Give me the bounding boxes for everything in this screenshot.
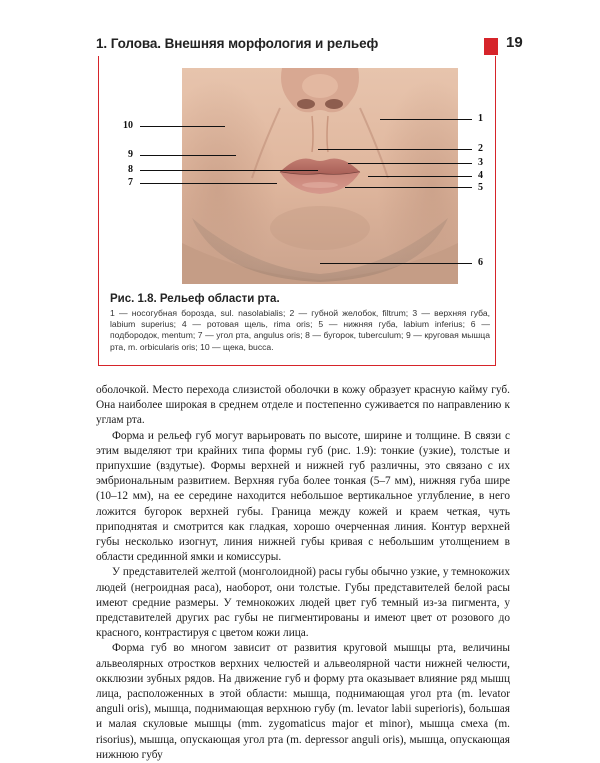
leader-line-10: [140, 126, 225, 127]
chapter-title: 1. Голова. Внешняя морфология и рельеф: [96, 36, 379, 51]
caption-text: 1 — носогубная борозда, sul. nasolabialis; 2 — губной желобок, filtrum; 3 — верхняя губа, labium superius; 4 — ротовая щель, rima oris; 5 — нижняя губа, labium inferius; 6 — подбородок, mentum; 7 — угол рта, angulus oris; 8 — бугорок, tuberculum; 9 — круговая мышца рта, m. orbicularis oris; 10 — щека, bucca.: [110, 308, 490, 352]
paragraph: У представителей желтой (монголоидной) расы губы обычно узкие, у темнокожих людей (негроидная раса), наоборот, они толстые. Губы представителей белой расы имеют средние размеры. У темнокожих людей цвет губ темный из-за пигмента, у представителей других рас губы не пигментированы и имеют цвет от розового до красного, контрастируя с цветом кожи лица.: [96, 566, 510, 640]
leader-line-9: [140, 155, 236, 156]
label-8: 8: [128, 164, 133, 175]
body-text: [96, 383, 510, 763]
page-number: 19: [506, 34, 523, 51]
leader-line-6: [320, 263, 472, 264]
figure-caption: [110, 293, 490, 353]
label-2: 2: [478, 143, 483, 154]
label-9: 9: [128, 149, 133, 160]
caption-title: Рис. 1.8. Рельеф области рта.: [110, 293, 280, 305]
leader-line-8: [140, 170, 318, 171]
label-6: 6: [478, 257, 483, 268]
label-4: 4: [478, 170, 483, 181]
label-10: 10: [123, 120, 133, 131]
chapter-marker: [484, 38, 498, 55]
leader-line-4: [368, 176, 472, 177]
leader-line-5: [345, 187, 472, 188]
paragraph: Форма и рельеф губ могут варьировать по высоте, ширине и толщине. В связи с этим выделяют три крайних типа формы губ (рис. 1.9): тонкие (узкие), толстые и припухшие (вздутые). Формы верхней и нижней губ различны, это связано с их эмбриональным развитием. Верхняя губа более тонкая (5–7 мм), нижняя губа шире (10–12 мм), на ее середине находится небольшое вертикальное углубление, в него ложится бугорок верхней губы. Граница между кожей и краем четкая, чуть приподнятая и смотрится как гладкая, хорошо очерченная линия. Контур верхней губы несколько изогнут, линия нижней губы кривая с небольшим утолщением в области срединной ямки и комиссуры.: [96, 429, 510, 564]
leader-line-7: [140, 183, 277, 184]
label-7: 7: [128, 177, 133, 188]
label-1: 1: [478, 113, 483, 124]
paragraph: оболочкой. Место перехода слизистой оболочки в кожу образует красную кайму губ. Она наиболее широкая в среднем отделе и постепенно суживается по направлению к углам рта.: [96, 384, 510, 427]
leader-line-2: [318, 149, 472, 150]
paragraph: Форма губ во многом зависит от развития круговой мышцы рта, величины альвеолярных отростков верхних челюстей и альвеолярной части нижней челюсти, окклюзии зубных рядов. На движение губ и форму рта оказывает влияние ряд мышц лица, расположенных в этой области: мышца, поднимающая угол рта (m. levator anguli oris), мышца, поднимающая верхнюю губу (m. levator labii superioris), большая и малая скуловые мышцы (mm. zygomaticus major et minor), мышца смеха (m. risorius), мышца, опускающая угол рта (m. depressor anguli oris), мышца, опускающая нижнюю губу: [96, 642, 510, 761]
leader-line-3: [348, 163, 472, 164]
leader-line-1: [380, 119, 472, 120]
label-5: 5: [478, 182, 483, 193]
label-3: 3: [478, 157, 483, 168]
